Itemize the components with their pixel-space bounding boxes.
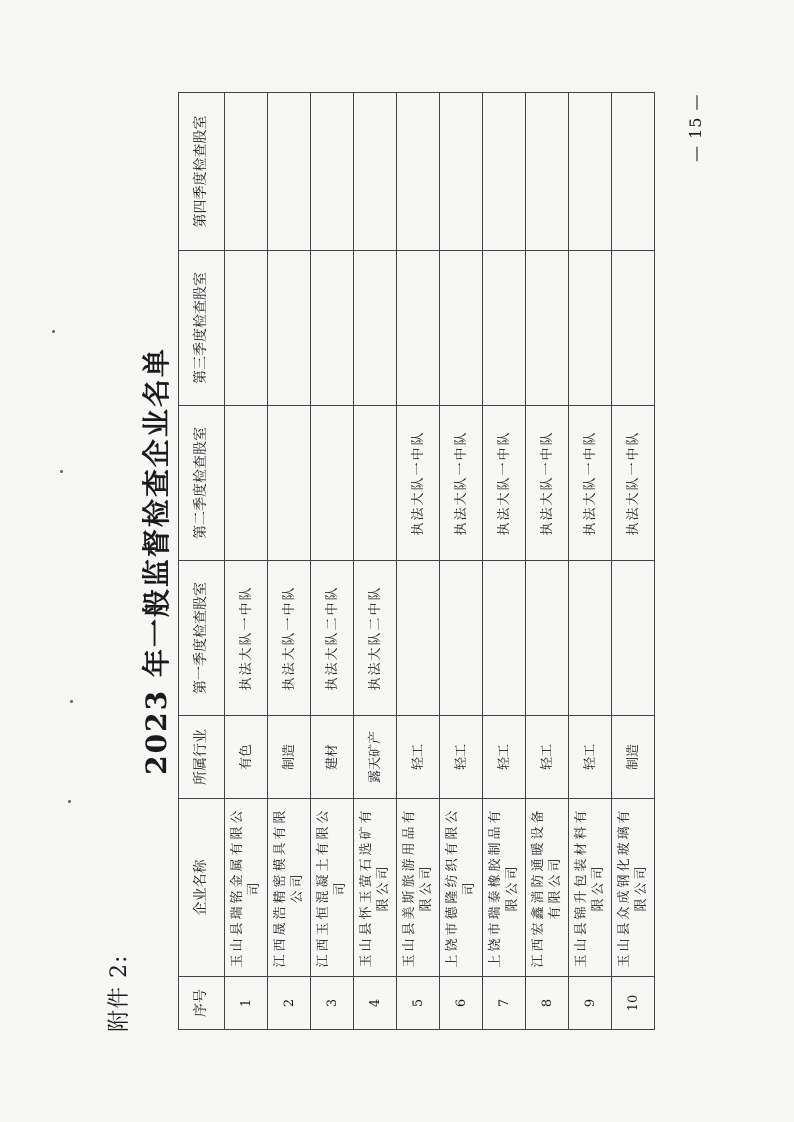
- cell-q2: 执法大队一中队: [569, 406, 612, 561]
- cell-industry: 轻工: [483, 716, 526, 799]
- cell-q4: [612, 93, 655, 251]
- cell-q3: [225, 251, 268, 406]
- cell-q1: 执法大队二中队: [354, 561, 397, 716]
- table-row: [225, 93, 268, 1030]
- header-q2: 第二季度检查股室: [179, 406, 225, 561]
- cell-q1: 执法大队一中队: [268, 561, 311, 716]
- cell-q2: 执法大队一中队: [483, 406, 526, 561]
- cell-industry: 轻工: [440, 716, 483, 799]
- cell-seq: 1: [225, 977, 268, 1030]
- table-row: [311, 93, 354, 1030]
- table-row: [612, 93, 655, 1030]
- cell-name: 江西晟浩精密模具有限公司: [268, 799, 311, 977]
- header-q3: 第三季度检查股室: [179, 251, 225, 406]
- header-q1: 第一季度检查股室: [179, 561, 225, 716]
- cell-q4: [569, 93, 612, 251]
- cell-name: 玉山县众成钢化玻璃有限公司: [612, 799, 655, 977]
- cell-name: 江西玉恒混凝土有限公司: [311, 799, 354, 977]
- cell-q2: 执法大队一中队: [397, 406, 440, 561]
- cell-industry: 露天矿产: [354, 716, 397, 799]
- cell-q3: [311, 251, 354, 406]
- table-row: [397, 93, 440, 1030]
- cell-q3: [569, 251, 612, 406]
- cell-q4: [440, 93, 483, 251]
- cell-q1: 执法大队一中队: [225, 561, 268, 716]
- cell-q1: [612, 561, 655, 716]
- cell-q3: [397, 251, 440, 406]
- cell-q3: [612, 251, 655, 406]
- cell-q4: [225, 93, 268, 251]
- cell-q4: [526, 93, 569, 251]
- table-row: [268, 93, 311, 1030]
- table-row: [440, 93, 483, 1030]
- page-number: — 15 —: [686, 93, 705, 162]
- cell-q1: [397, 561, 440, 716]
- cell-q1: [526, 561, 569, 716]
- cell-q4: [397, 93, 440, 251]
- cell-q1: 执法大队二中队: [311, 561, 354, 716]
- cell-name: 上饶市瑞泰橡胶制品有限公司: [483, 799, 526, 977]
- header-industry: 所属行业: [179, 716, 225, 799]
- cell-q2: 执法大队一中队: [440, 406, 483, 561]
- cell-q2: [225, 406, 268, 561]
- cell-q4: [483, 93, 526, 251]
- cell-q2: 执法大队一中队: [612, 406, 655, 561]
- cell-q4: [268, 93, 311, 251]
- table-row: [354, 93, 397, 1030]
- header-seq: 序号: [179, 977, 225, 1030]
- cell-industry: 建材: [311, 716, 354, 799]
- cell-name: 玉山县瑞铭金属有限公司: [225, 799, 268, 977]
- cell-q3: [483, 251, 526, 406]
- table-row: [483, 93, 526, 1030]
- attachment-label: 附件 2:: [107, 954, 132, 1032]
- cell-name: 玉山县怀玉萤石选矿有限公司: [354, 799, 397, 977]
- cell-q1: [440, 561, 483, 716]
- cell-seq: 8: [526, 977, 569, 1030]
- cell-industry: 轻工: [526, 716, 569, 799]
- table-header-row: [179, 93, 225, 1030]
- header-name: 企业名称: [179, 799, 225, 977]
- cell-name: 玉山县美斯旅游用品有限公司: [397, 799, 440, 977]
- cell-q1: [569, 561, 612, 716]
- cell-seq: 10: [612, 977, 655, 1030]
- cell-q2: [311, 406, 354, 561]
- enterprise-table: [178, 92, 655, 1030]
- cell-seq: 2: [268, 977, 311, 1030]
- cell-industry: 轻工: [569, 716, 612, 799]
- cell-seq: 3: [311, 977, 354, 1030]
- cell-name: 玉山县锦升包装材料有限公司: [569, 799, 612, 977]
- cell-seq: 9: [569, 977, 612, 1030]
- cell-q1: [483, 561, 526, 716]
- cell-seq: 7: [483, 977, 526, 1030]
- cell-q3: [440, 251, 483, 406]
- cell-industry: 有色: [225, 716, 268, 799]
- cell-industry: 制造: [268, 716, 311, 799]
- cell-q3: [526, 251, 569, 406]
- table-row: [569, 93, 612, 1030]
- cell-seq: 5: [397, 977, 440, 1030]
- cell-q3: [268, 251, 311, 406]
- cell-q2: 执法大队一中队: [526, 406, 569, 561]
- cell-q4: [354, 93, 397, 251]
- cell-q2: [268, 406, 311, 561]
- table-row: [526, 93, 569, 1030]
- cell-name: 江西宏鑫消防通暖设备有限公司: [526, 799, 569, 977]
- cell-seq: 4: [354, 977, 397, 1030]
- cell-name: 上饶市德隆纺织有限公司: [440, 799, 483, 977]
- document-title: 2023 年一般监督检查企业名单: [140, 347, 173, 775]
- cell-seq: 6: [440, 977, 483, 1030]
- cell-q3: [354, 251, 397, 406]
- cell-industry: 轻工: [397, 716, 440, 799]
- cell-industry: 制造: [612, 716, 655, 799]
- cell-q4: [311, 93, 354, 251]
- cell-q2: [354, 406, 397, 561]
- header-q4: 第四季度检查股室: [179, 93, 225, 251]
